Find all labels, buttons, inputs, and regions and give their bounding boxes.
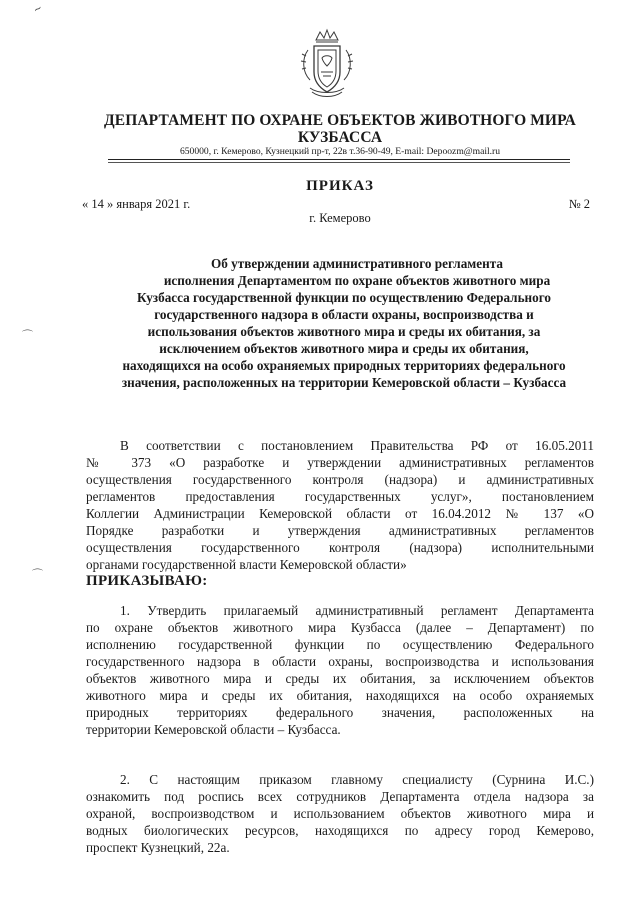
preamble-line: осуществления государственного контроля (надзора) исполнительными bbox=[86, 540, 594, 555]
order-title: ПРИКАЗ bbox=[306, 178, 374, 194]
subject-line: Кузбасса государственной функции по осуществлению Федерального bbox=[136, 290, 552, 305]
department-address: 650000, г. Кемерово, Кузнецкий пр-т, 22в т.36-90-49, E-mail: Depoozm@mail.ru bbox=[179, 146, 501, 157]
subject-line: использования объектов животного мира и среды их обитания, за bbox=[147, 324, 541, 339]
header-divider-thin bbox=[108, 162, 570, 163]
order-date: « 14 » января 2021 г. bbox=[82, 197, 191, 211]
item-line: животного мира и среды их обитания, находящихся на особо охраняемых bbox=[86, 688, 594, 703]
item-line: проспект Кузнецкий, 22а. bbox=[86, 840, 230, 855]
subject-line: находящихся на особо охраняемых природных территориях федерального bbox=[122, 358, 566, 373]
item-line: охраной, воспроизводством и использованием объектов животного мира и bbox=[86, 806, 594, 821]
order-city: г. Кемерово bbox=[309, 211, 371, 225]
department-title-line1: ДЕПАРТАМЕНТ ПО ОХРАНЕ ОБЪЕКТОВ ЖИВОТНОГО МИРА bbox=[104, 112, 576, 129]
preamble-line: № 373 «О разработке и утверждении административных регламентов bbox=[86, 455, 594, 470]
preamble-line: регламентов предоставления государственных услуг», постановлением bbox=[86, 489, 594, 504]
scan-mark: ~ bbox=[31, 2, 45, 17]
subject-line: значения, расположенных на территории Кемеровской области – Кузбасса bbox=[121, 375, 567, 390]
preamble-line: осуществления государственного контроля (надзора) и административных bbox=[86, 472, 594, 487]
subject-line: Об утверждении административного регламента bbox=[211, 256, 503, 271]
item-line: территории Кемеровской области – Кузбасса. bbox=[86, 722, 341, 737]
item-line: 1. Утвердить прилагаемый административный регламент Департамента bbox=[120, 603, 594, 618]
decree-label: ПРИКАЗЫВАЮ: bbox=[86, 573, 208, 589]
item-line: государственного надзора в области охраны, воспроизводства и использования bbox=[86, 654, 594, 669]
preamble-line: Порядке разработки и утверждения административных регламентов bbox=[86, 523, 594, 538]
order-item-1 bbox=[86, 602, 594, 738]
department-title-line2: КУЗБАССА bbox=[297, 129, 383, 146]
preamble-line: Коллегии Администрации Кемеровской области от 16.04.2012 № 137 «О bbox=[86, 506, 594, 521]
header-divider bbox=[108, 159, 570, 160]
item-line: 2. С настоящим приказом главному специалисту (Сурнина И.С.) bbox=[120, 772, 594, 787]
scan-mark: ⌒ bbox=[32, 568, 43, 581]
subject-line: исключением объектов животного мира и среды их обитания, bbox=[159, 341, 529, 356]
item-line: исполнению государственной функции по осуществлению Федерального bbox=[86, 637, 594, 652]
subject-line: государственного надзора в области охраны, воспроизводства и bbox=[154, 307, 534, 322]
item-line: объектов животного мира и среды их обитания, за исключением объектов bbox=[86, 671, 594, 686]
preamble-line: органами государственной власти Кемеровской области» bbox=[86, 557, 407, 572]
preamble-line: В соответствии с постановлением Правительства РФ от 16.05.2011 bbox=[120, 438, 594, 453]
coat-of-arms-emblem bbox=[298, 28, 356, 102]
item-line: водных биологических ресурсов, находящихся по адресу город Кемерово, bbox=[86, 823, 594, 838]
scan-mark: ⌒ bbox=[22, 329, 33, 342]
item-line: ознакомить под роспись всех сотрудников Департамента отдела надзора за bbox=[86, 789, 594, 804]
subject-line: исполнения Департаментом по охране объектов животного мира bbox=[163, 273, 551, 288]
order-subject bbox=[86, 255, 602, 391]
order-item-2 bbox=[86, 771, 594, 856]
item-line: природных территориях федерального значения, расположенных на bbox=[86, 705, 594, 720]
order-number: № 2 bbox=[568, 197, 590, 211]
preamble-paragraph bbox=[86, 437, 594, 573]
item-line: по охране объектов животного мира Кузбасса (далее – Департамент) по bbox=[86, 620, 594, 635]
